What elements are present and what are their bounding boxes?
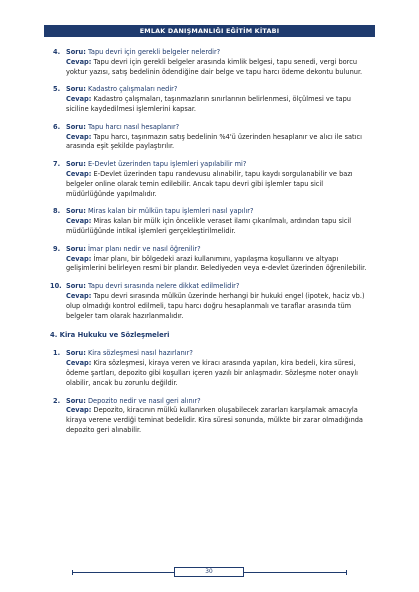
question-line xyxy=(66,397,370,407)
answer-label: Cevap: xyxy=(66,406,92,415)
answer-line xyxy=(66,58,370,78)
qa-list-top xyxy=(50,48,370,321)
qa-number: 9. xyxy=(53,244,61,253)
qa-item xyxy=(50,160,370,199)
answer-text: Tapu harcı, taşınmazın satış bedelinin %4'ü üzerinden hesaplanır ve alıcı ile satıcı arasında eşit şekilde paylaştırılır. xyxy=(66,132,362,151)
qa-item xyxy=(50,282,370,321)
qa-item xyxy=(50,48,370,77)
answer-text: Tapu devri sırasında mülkün üzerinde herhangi bir hukuki engel (ipotek, haciz vb.) olup olmadığı kontrol edilmeli, tapu harcı doğru hesaplanmalı ve taraflar arasında tüm belgeler tam olarak hazırlanmalıdır. xyxy=(66,291,365,320)
question-line xyxy=(66,85,370,95)
qa-item xyxy=(50,123,370,152)
question-label: Soru: xyxy=(66,160,86,169)
answer-text: Depozito, kiracının mülkü kullanırken oluşabilecek zararları karşılamak amacıyla kiraya verene verdiği teminat bedelidir. Kira süresi sonunda, mülkte bir zarar olmadığında depozito geri alınabilir. xyxy=(66,406,363,434)
question-label: Soru: xyxy=(66,85,86,94)
question-text: Tapu devri için gerekli belgeler nelerdir? xyxy=(87,48,221,56)
question-text: İmar planı nedir ve nasıl öğrenilir? xyxy=(87,244,201,253)
page-footer xyxy=(44,567,375,577)
answer-line xyxy=(66,170,370,199)
question-text: Miras kalan bir mülkün tapu işlemleri nasıl yapılır? xyxy=(87,207,254,216)
answer-label: Cevap: xyxy=(66,359,92,368)
answer-line xyxy=(66,133,370,153)
footer-tick-right xyxy=(346,570,347,575)
qa-item xyxy=(50,397,370,436)
footer-rule-left xyxy=(72,572,174,573)
qa-number: 4. xyxy=(53,48,61,56)
qa-number: 10. xyxy=(50,282,62,291)
book-title-banner: EMLAK DANIŞMANLIĞI EĞİTİM KİTABI xyxy=(44,25,375,37)
page-number: 30 xyxy=(174,567,244,577)
answer-text: Miras kalan bir mülk için öncelikle veraset ilamı çıkarılmalı, ardından tapu sicil müdürlüğünde intikal işlemleri gerçekleştirilmelidir. xyxy=(66,217,352,235)
question-label: Soru: xyxy=(66,282,86,291)
answer-label: Cevap: xyxy=(66,95,92,104)
question-text: Kadastro çalışmaları nedir? xyxy=(87,85,178,94)
answer-text: E-Devlet üzerinden tapu randevusu alınabilir, tapu kaydı sorgulanabilir ve bazı belgeler online olarak temin edilebilir. Ancak tapu devri gibi işlemler tapu sicil müdürlüğünde yapılmalıdır. xyxy=(66,169,353,198)
answer-label: Cevap: xyxy=(66,291,92,300)
section-heading: 4. Kira Hukuku ve Sözleşmeleri xyxy=(50,331,170,340)
question-text: Tapu devri sırasında nelere dikkat edilmelidir? xyxy=(87,282,240,291)
answer-label: Cevap: xyxy=(66,254,92,263)
qa-number: 8. xyxy=(53,207,61,216)
qa-item xyxy=(50,85,370,114)
question-line xyxy=(66,349,370,359)
answer-line xyxy=(66,255,370,275)
question-label: Soru: xyxy=(66,396,86,405)
question-text: Depozito nedir ve nasıl geri alınır? xyxy=(87,396,201,405)
question-text: E-Devlet üzerinden tapu işlemleri yapılabilir mi? xyxy=(87,160,247,169)
answer-line xyxy=(66,406,370,435)
question-label: Soru: xyxy=(66,349,86,358)
answer-label: Cevap: xyxy=(66,57,92,66)
answer-line xyxy=(66,95,370,115)
qa-number: 6. xyxy=(53,122,61,131)
answer-label: Cevap: xyxy=(66,169,92,178)
answer-text: Tapu devri için gerekli belgeler arasında kimlik belgesi, tapu senedi, vergi borcu yoktur yazısı, satış bedelinin ödendiğine dair belge ve tapu harcı ödeme dekontu bulunur. xyxy=(66,57,363,76)
answer-text: İmar planı, bir bölgedeki arazi kullanımını, yapılaşma koşullarını ve altyapı gelişimlerini belirleyen resmi bir plandır. Belediyeden veya e-devlet üzerinden öğrenilebilir. xyxy=(66,254,367,273)
answer-text: Kira sözleşmesi, kiraya veren ve kiracı arasında yapılan, kira bedeli, kira süresi, ödeme şartları, depozito gibi koşulları içeren yazılı bir anlaşmadır. Sözleşme noter onaylı olabilir, ancak bu zorunlu değildir. xyxy=(66,359,359,387)
question-line xyxy=(66,160,370,170)
qa-item xyxy=(50,245,370,274)
footer-rule-right xyxy=(244,572,347,573)
qa-number: 2. xyxy=(53,396,61,405)
question-line xyxy=(66,207,370,217)
question-line xyxy=(66,282,370,292)
qa-list-bottom xyxy=(50,349,370,435)
qa-item xyxy=(50,349,370,388)
qa-number: 7. xyxy=(53,160,61,169)
question-label: Soru: xyxy=(66,207,86,216)
page-content xyxy=(50,48,370,444)
answer-label: Cevap: xyxy=(66,217,92,226)
question-text: Tapu harcı nasıl hesaplanır? xyxy=(87,122,180,131)
question-line xyxy=(66,48,370,58)
answer-line xyxy=(66,292,370,321)
question-text: Kira sözleşmesi nasıl hazırlanır? xyxy=(87,349,193,358)
question-line xyxy=(66,123,370,133)
answer-label: Cevap: xyxy=(66,132,92,141)
question-line xyxy=(66,245,370,255)
question-label: Soru: xyxy=(66,244,86,253)
question-label: Soru: xyxy=(66,48,86,56)
qa-number: 5. xyxy=(53,85,61,94)
answer-line xyxy=(66,359,370,388)
qa-item xyxy=(50,207,370,236)
answer-text: Kadastro çalışmaları, taşınmazların sınırlarının belirlenmesi, ölçülmesi ve tapu siciline kaydedilmesi işlemlerini kapsar. xyxy=(66,95,351,113)
answer-line xyxy=(66,217,370,237)
qa-number: 1. xyxy=(53,349,61,358)
question-label: Soru: xyxy=(66,122,86,131)
